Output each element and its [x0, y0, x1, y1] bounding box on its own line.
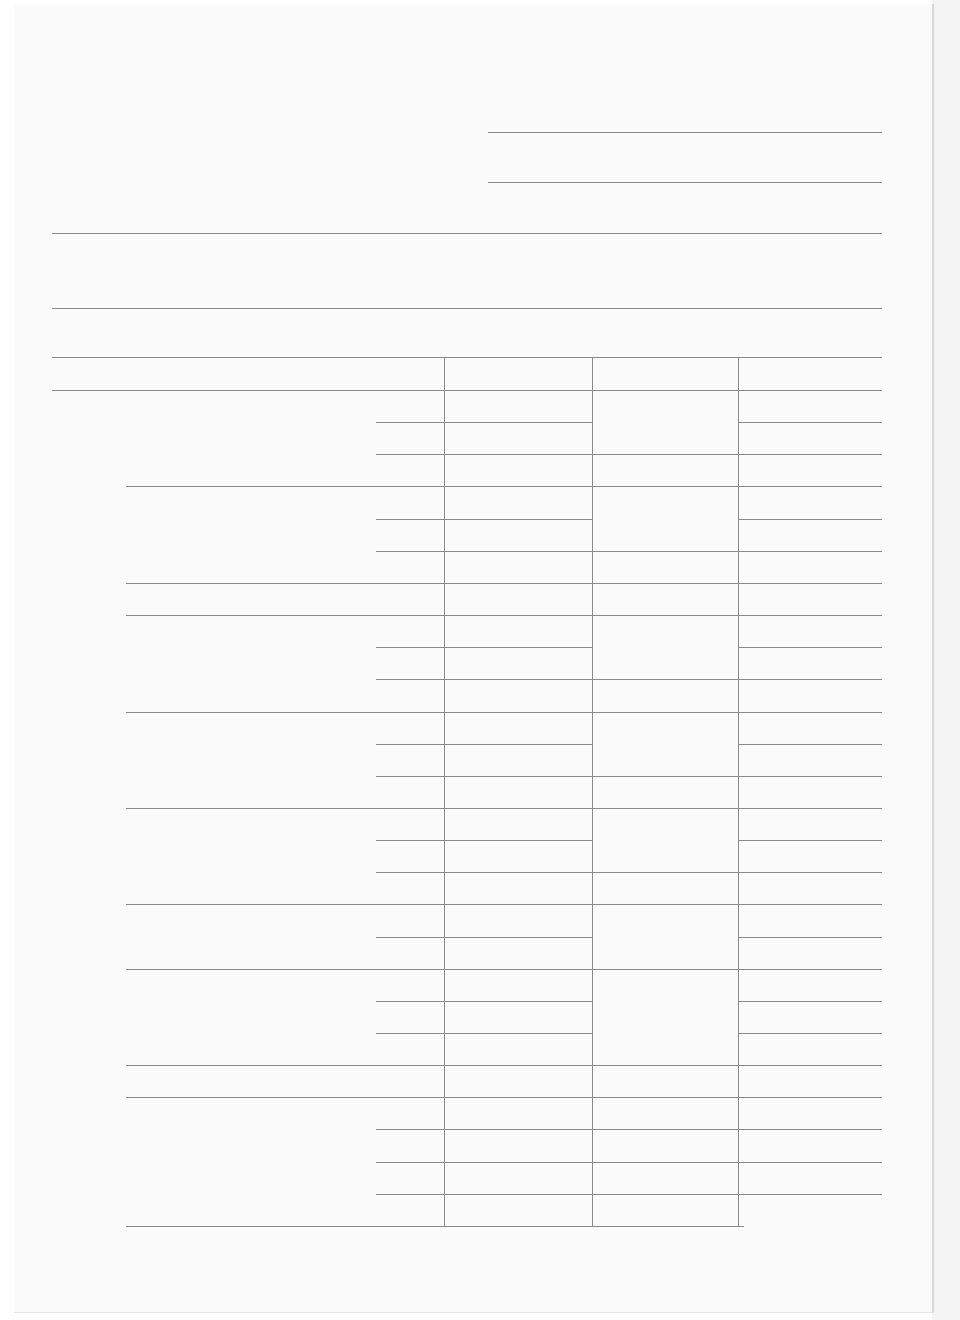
table-rule: [376, 1001, 592, 1002]
table-rule: [126, 969, 882, 970]
divider: [488, 132, 882, 133]
table-rule: [738, 1001, 882, 1002]
table-rule: [126, 904, 882, 905]
table-rule: [376, 1129, 882, 1130]
table-rule: [376, 647, 592, 648]
table-rule: [376, 551, 882, 552]
table-rule: [444, 357, 445, 1226]
table-rule: [52, 357, 882, 358]
divider: [52, 233, 882, 234]
table-rule: [126, 808, 882, 809]
table-rule: [592, 357, 593, 1226]
table-rule: [738, 937, 882, 938]
table-rule: [376, 776, 882, 777]
table-rule: [738, 647, 882, 648]
table-rule: [738, 357, 739, 1226]
table-rule: [376, 744, 592, 745]
divider: [52, 308, 882, 309]
table-rule: [738, 422, 882, 423]
table-rule: [126, 712, 882, 713]
table-rule: [738, 744, 882, 745]
table-rule: [738, 840, 882, 841]
table-rule: [126, 1097, 882, 1098]
table-rule: [376, 872, 882, 873]
table-rule: [126, 1226, 744, 1227]
divider: [488, 182, 882, 183]
document-sheet: [14, 4, 934, 1313]
table-rule: [126, 615, 882, 616]
table-rule: [376, 1162, 882, 1163]
table-rule: [126, 583, 882, 584]
table-rule: [126, 486, 882, 487]
table-rule: [126, 1065, 882, 1066]
table-rule: [376, 1033, 592, 1034]
table-rule: [376, 454, 882, 455]
table-rule: [376, 840, 592, 841]
table-rule: [738, 1033, 882, 1034]
table-rule: [738, 519, 882, 520]
table-rule: [376, 519, 592, 520]
table-rule: [376, 1194, 882, 1195]
page-edge: [932, 0, 960, 1320]
table-rule: [376, 679, 882, 680]
table-rule: [376, 422, 592, 423]
table-rule: [376, 937, 592, 938]
table-rule: [52, 390, 882, 391]
